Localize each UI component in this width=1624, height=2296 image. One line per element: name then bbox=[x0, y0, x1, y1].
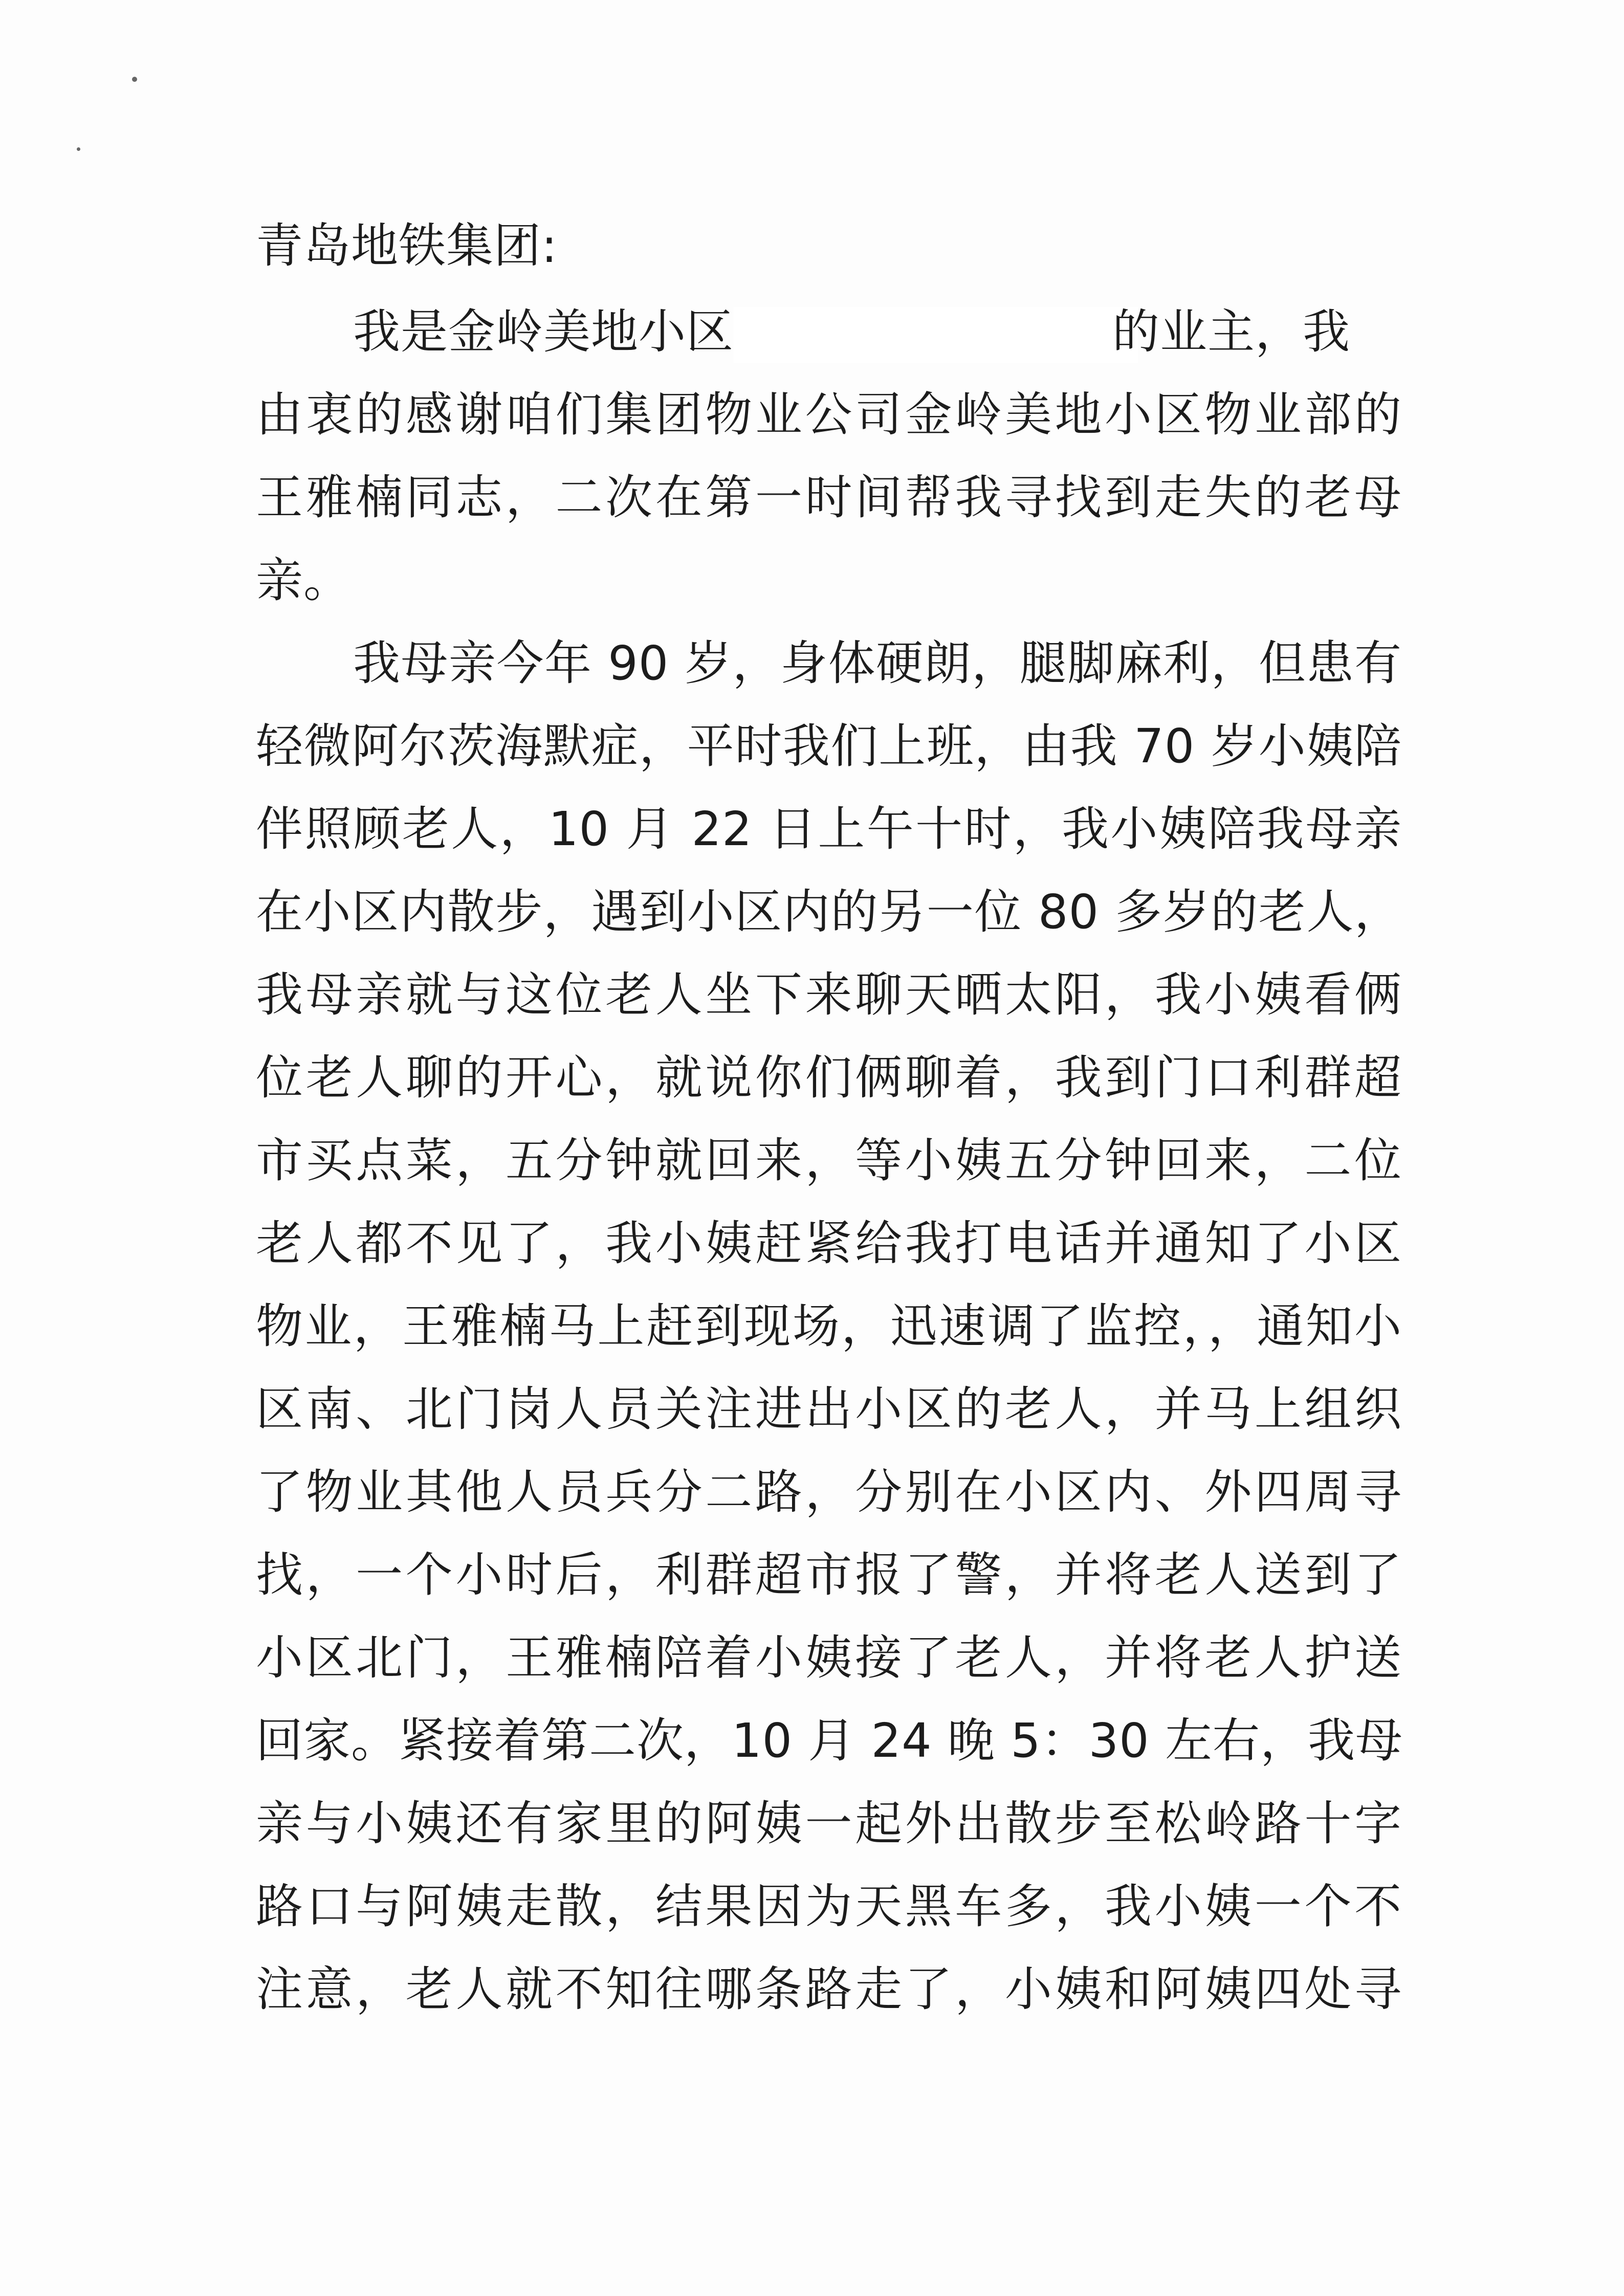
letter-paragraphs bbox=[256, 291, 1402, 2031]
letter-line bbox=[256, 622, 1402, 705]
letter-line-text: 回家。紧接着第二次，10 月 24 晚 5：30 左右，我母 bbox=[256, 1713, 1403, 1768]
letter-line bbox=[256, 1451, 1402, 1534]
letter-line bbox=[256, 1865, 1402, 1948]
scan-speck bbox=[77, 147, 80, 151]
letter-greeting: 青岛地铁集团: bbox=[256, 218, 558, 273]
letter-line bbox=[256, 1948, 1402, 2031]
letter-body bbox=[256, 205, 1402, 2031]
letter-line bbox=[256, 788, 1402, 871]
letter-line bbox=[256, 456, 1402, 539]
letter-line-text: 我母亲今年 90 岁，身体硬朗，腿脚麻利，但患有 bbox=[353, 636, 1402, 691]
redacted-region bbox=[734, 307, 1138, 363]
letter-line-text: 小区北门，王雅楠陪着小姨接了老人，并将老人护送 bbox=[256, 1630, 1402, 1685]
letter-line bbox=[256, 1368, 1402, 1451]
letter-line-text: 注意，老人就不知往哪条路走了，小姨和阿姨四处寻 bbox=[256, 1962, 1402, 2017]
letter-line-text: 老人都不见了，我小姨赶紧给我打电话并通知了小区 bbox=[256, 1216, 1402, 1271]
letter-line-text: 找，一个小时后，利群超市报了警，并将老人送到了 bbox=[256, 1548, 1402, 1602]
letter-line bbox=[256, 705, 1402, 788]
letter-line-text: 位老人聊的开心，就说你们俩聊着，我到门口利群超 bbox=[256, 1050, 1402, 1105]
letter-line bbox=[256, 539, 1402, 622]
letter-line bbox=[256, 1782, 1402, 1865]
letter-line bbox=[256, 871, 1402, 954]
letter-line-text: 由衷的感谢咱们集团物业公司金岭美地小区物业部的 bbox=[256, 387, 1402, 442]
letter-line-text: 亲。 bbox=[256, 553, 352, 608]
letter-line bbox=[256, 1119, 1402, 1202]
letter-line bbox=[256, 373, 1402, 456]
letter-line-text: 伴照顾老人，10 月 22 日上午十时，我小姨陪我母亲 bbox=[256, 802, 1402, 856]
letter-line-text: 市买点菜，五分钟就回来，等小姨五分钟回来，二位 bbox=[256, 1133, 1402, 1188]
letter-line bbox=[256, 1285, 1402, 1368]
letter-line bbox=[256, 1036, 1402, 1119]
letter-line bbox=[256, 1617, 1402, 1699]
letter-line-text: 王雅楠同志，二次在第一时间帮我寻找到走失的老母 bbox=[256, 470, 1402, 525]
letter-line-text: 在小区内散步，遇到小区内的另一位 80 多岁的老人， bbox=[256, 885, 1402, 939]
letter-line-text: 亲与小姨还有家里的阿姨一起外出散步至松岭路十字 bbox=[256, 1796, 1402, 1851]
letter-line bbox=[256, 1699, 1402, 1782]
letter-line-text: 物业，王雅楠马上赶到现场，迅速调了监控，，通知小 bbox=[256, 1299, 1402, 1354]
letter-line bbox=[256, 291, 1402, 373]
letter-line bbox=[256, 954, 1402, 1036]
letter-line-text: 路口与阿姨走散，结果因为天黑车多，我小姨一个不 bbox=[256, 1879, 1402, 1934]
letter-line-text: 我母亲就与这位老人坐下来聊天晒太阳，我小姨看俩 bbox=[256, 967, 1402, 1022]
letter-line-tail: 的业主，我 bbox=[1112, 304, 1351, 359]
scan-speck bbox=[132, 77, 137, 82]
letter-line bbox=[256, 1534, 1402, 1617]
letter-line-text: 区南、北门岗人员关注进出小区的老人，并马上组织 bbox=[256, 1382, 1402, 1437]
letter-line-text: 轻微阿尔茨海默症，平时我们上班，由我 70 岁小姨陪 bbox=[256, 719, 1402, 774]
letter-line-text: 了物业其他人员兵分二路，分别在小区内、外四周寻 bbox=[256, 1465, 1402, 1519]
letter-line bbox=[256, 1202, 1402, 1285]
letter-line-text: 我是金岭美地小区 bbox=[353, 304, 734, 359]
